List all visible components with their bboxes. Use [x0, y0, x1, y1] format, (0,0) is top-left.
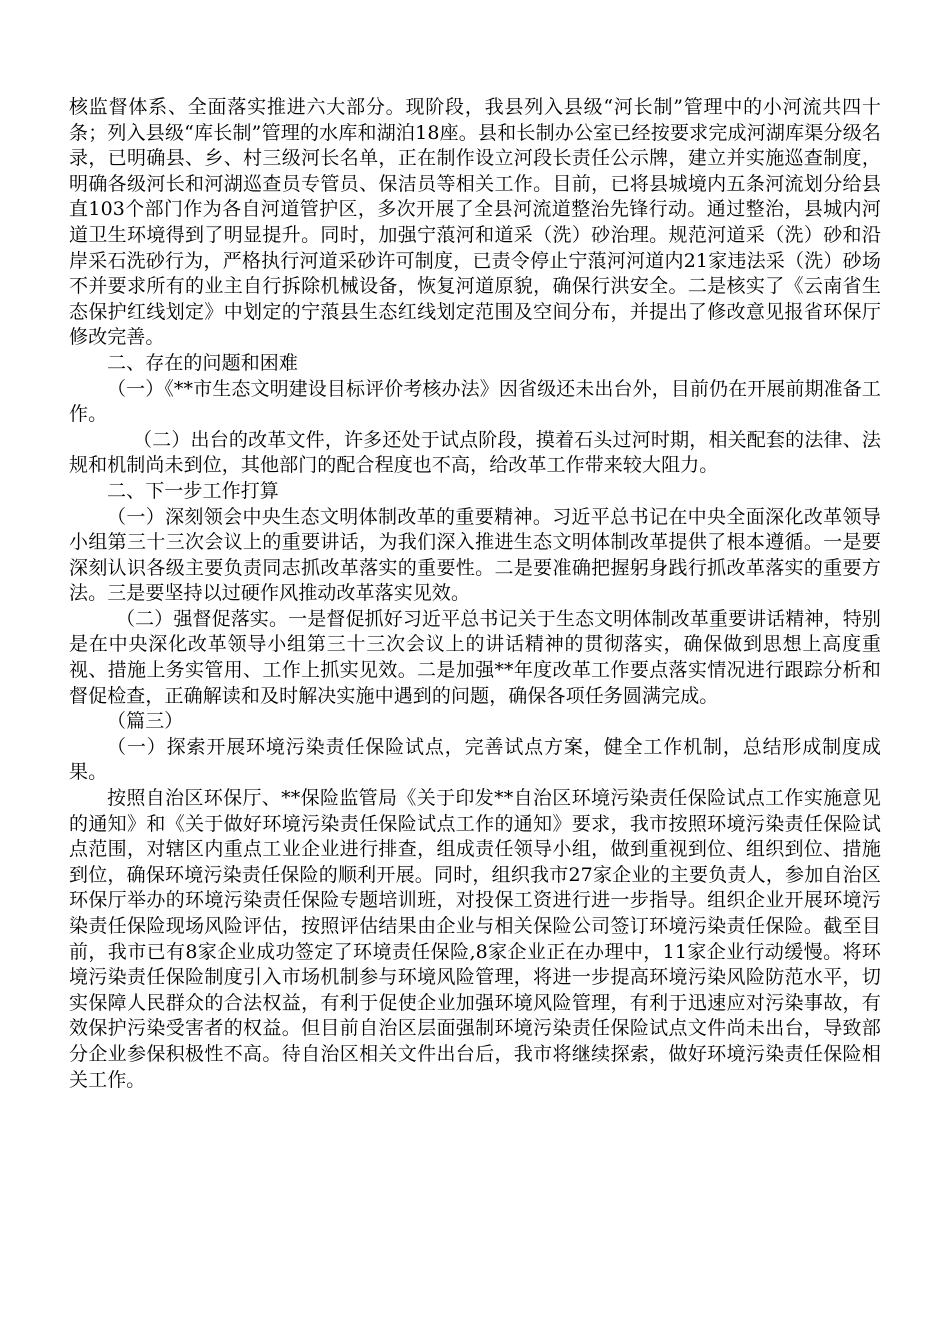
- section-heading-next-steps: 二、下一步工作打算: [107, 479, 279, 502]
- body-paragraph: （二）出台的改革文件，许多还处于试点阶段，摸着石头过河时期，相关配套的法律、法规和机制尚未到位，其他部门的配合程度也不高，给改革工作带来较大阻力。: [69, 428, 881, 477]
- section-heading-problems: 二、存在的问题和困难: [107, 351, 299, 374]
- body-paragraph: （一）《**市生态文明建设目标评价考核办法》因省级还未出台外，目前仍在开展前期准备工作。: [69, 377, 881, 426]
- body-paragraph: （一）深刻领会中央生态文明体制改革的重要精神。习近平总书记在中央全面深化改革领导小组第三十三次会议上的重要讲话，为我们深入推进生态文明体制改革提供了根本遵循。一是要深刻认识各级主要负责同志抓改革落实的重要性。二是要准确把握躬身践行抓改革落实的重要方法。三是要坚持以过硬作风推动改革落实见效。: [69, 505, 881, 605]
- body-paragraph: （二）强督促落实。一是督促抓好习近平总书记关于生态文明体制改革重要讲话精神，特别是在中央深化改革领导小组第三十三次会议上的讲话精神的贯彻落实，确保做到思想上高度重视、措施上务实管用、工作上抓实见效。二是加强**年度改革工作要点落实情况进行跟踪分析和督促检查，正确解读和及时解决实施中遇到的问题，确保各项任务圆满完成。: [69, 607, 881, 707]
- section-heading-part-three: （篇三）: [107, 710, 184, 733]
- body-paragraph: 按照自治区环保厅、**保险监管局《关于印发**自治区环境污染责任保险试点工作实施意见的通知》和《关于做好环境污染责任保险试点工作的通知》要求，我市按照环境污染责任保险试点范围，对辖区内重点工业企业进行排查，组成责任领导小组，做到重视到位、组织到位、措施到位，确保环境污染责任保险的顺利开展。同时，组织我市27家企业的主要负责人，参加自治区环保厅举办的环境污染责任保险专题培训班，对投保工资进行进一步指导。组织企业开展环境污染责任保险现场风险评估，按照评估结果由企业与相关保险公司签订环境污染责任保险。截至目前，我市已有8家企业成功签定了环境责任保险,8家企业正在办理中，11家企业行动缓慢。将环境污染责任保险制度引入市场机制参与环境风险管理，将进一步提高环境污染风险防范水平，切实保障人民群众的合法权益，有利于促使企业加强环境风险管理，有利于迅速应对污染事故，有效保护污染受害者的权益。但目前自治区层面强制环境污染责任保险试点文件尚未出台，导致部分企业参保积极性不高。待自治区相关文件出台后，我市将继续探索，做好环境污染责任保险相关工作。: [69, 787, 881, 1091]
- body-paragraph: （一）探索开展环境污染责任保险试点，完善试点方案，健全工作机制，总结形成制度成果。: [69, 735, 881, 784]
- body-paragraph: 核监督体系、全面落实推进六大部分。现阶段，我县列入县级“河长制”管理中的小河流共四十条；列入县级“库长制”管理的水库和湖泊18座。县和长制办公室已经按要求完成河湖库渠分级名录，已明确县、乡、村三级河长名单，正在制作设立河段长责任公示牌，建立并实施巡查制度，明确各级河长和河湖巡查员专管员、保洁员等相关工作。目前，已将县城境内五条河流划分给县直103个部门作为各自河道管护区，多次开展了全县河流道整治先锋行动。通过整治，县城内河道卫生环境得到了明显提升。同时，加强宁蒗河和道采（洗）砂治理。规范河道采（洗）砂和沿岸采石洗砂行为，严格执行河道采砂许可制度，已责令停止宁蒗河河道内21家违法采（洗）砂场不并要求所有的业主自行拆除机械设备，恢复河道原貌，确保行洪安全。二是核实了《云南省生态保护红线划定》中划定的宁蒗县生态红线划定范围及空间分布，并提出了修改意见报省环保厅修改完善。: [69, 96, 881, 349]
- document-body: [69, 95, 881, 1093]
